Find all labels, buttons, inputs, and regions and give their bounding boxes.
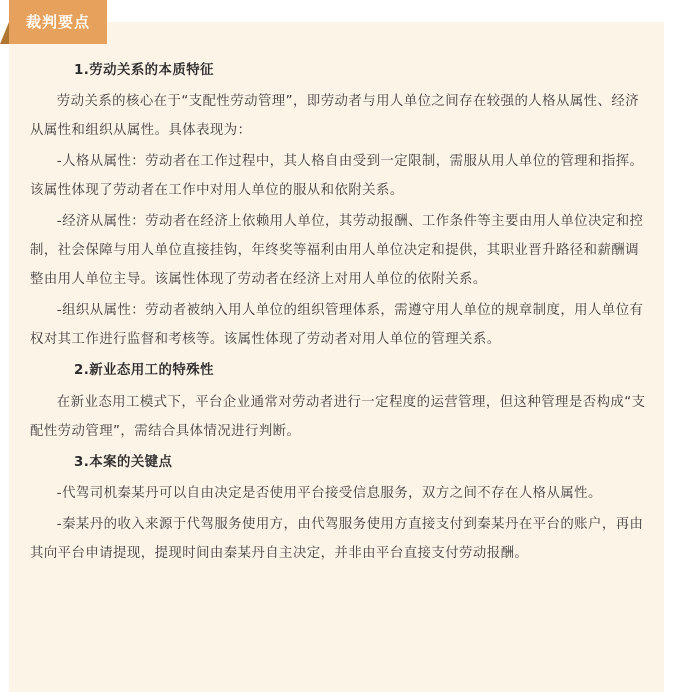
article-body <box>30 57 650 572</box>
section-heading-3: 3.本案的关键点 <box>74 454 173 470</box>
section-heading-2: 2.新业态用工的特殊性 <box>74 363 214 379</box>
tag-fold-shadow <box>0 22 9 44</box>
paragraph-organizational-subordination: -组织从属性：劳动者被纳入用人单位的组织管理体系，需遵守用人单位的规章制度，用人单位有权对其工作进行监督和考核等。该属性体现了劳动者对用人单位的管理关系。 <box>30 303 644 348</box>
paragraph-economic-subordination: -经济从属性：劳动者在经济上依赖用人单位，其劳动报酬、工作条件等主要由用人单位决定和控制，社会保障与用人单位直接挂钩，年终奖等福利由用人单位决定和提供，其职业晋升路径和薪酬调整由用人单位主导。该属性体现了劳动者在经济上对用人单位的依附关系。 <box>30 214 644 288</box>
paragraph-key-point-income: -秦某丹的收入来源于代驾服务使用方，由代驾服务使用方直接支付到秦某丹在平台的账户，再由其向平台申请提现，提现时间由秦某丹自主决定，并非由平台直接支付劳动报酬。 <box>30 517 644 562</box>
paragraph-core-definition: 劳动关系的核心在于“支配性劳动管理”，即劳动者与用人单位之间存在较强的人格从属性、经济从属性和组织从属性。具体表现为： <box>30 94 640 139</box>
paragraph-key-point-freedom: -代驾司机秦某丹可以自由决定是否使用平台接受信息服务，双方之间不存在人格从属性。 <box>56 486 602 502</box>
paragraph-new-employment-forms: 在新业态用工模式下，平台企业通常对劳动者进行一定程度的运营管理，但这种管理是否构成“支配性劳动管理”，需结合具体情况进行判断。 <box>30 394 646 439</box>
paragraph-personal-subordination: -人格从属性：劳动者在工作过程中，其人格自由受到一定限制，需服从用人单位的管理和指挥。该属性体现了劳动者在工作中对用人单位的服从和依附关系。 <box>30 154 644 199</box>
section-tag: 裁判要点 <box>9 0 107 44</box>
section-heading-1: 1.劳动关系的本质特征 <box>74 63 214 78</box>
